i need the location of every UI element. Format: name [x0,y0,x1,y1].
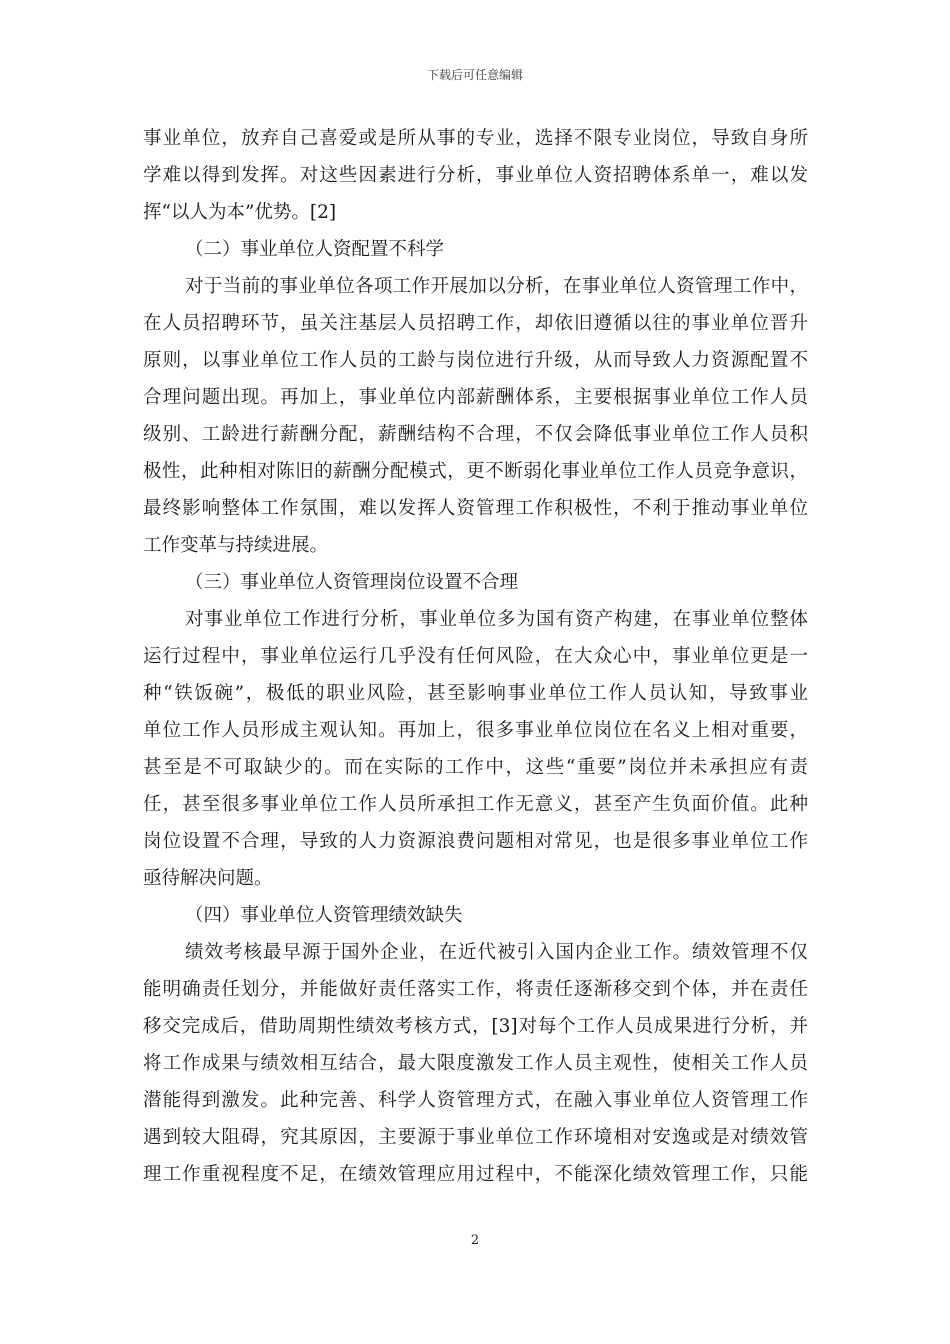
body-line: 运行过程中，事业单位运行几乎没有任何风险，在大众心中，事业单位更是一 [143,646,808,667]
body-line: 对于当前的事业单位各项工作开展加以分析，在事业单位人资管理工作中， [185,276,808,297]
section-heading: （四）事业单位人资管理绩效缺失 [185,905,463,926]
body-line: 岗位设置不合理，导致的人力资源浪费问题相对常见，也是很多事业单位工作 [143,831,808,852]
document-body [143,120,808,1193]
body-line: 事业单位，放弃自己喜爱或是所从事的专业，选择不限专业岗位，导致自身所 [143,128,808,149]
body-line: 种“铁饭碗”，极低的职业风险，甚至影响事业单位工作人员认知，导致事业 [143,683,808,704]
body-line: 对事业单位工作进行分析，事业单位多为国有资产构建，在事业单位整体 [185,609,808,630]
body-line: 将工作成果与绩效相互结合，最大限度激发工作人员主观性，使相关工作人员 [143,1053,808,1074]
body-line: 单位工作人员形成主观认知。再加上，很多事业单位岗位在名义上相对重要， [143,720,808,741]
section-heading: （三）事业单位人资管理岗位设置不合理 [185,572,519,593]
section-heading: （二）事业单位人资配置不科学 [185,239,445,260]
body-line: 遇到较大阻碍，究其原因，主要源于事业单位工作环境相对安逸或是对绩效管 [143,1127,808,1148]
page-number: 2 [470,1233,480,1248]
body-line: 绩效考核最早源于国外企业，在近代被引入国内企业工作。绩效管理不仅 [185,942,808,963]
body-line: 原则，以事业单位工作人员的工龄与岗位进行升级，从而导致人力资源配置不 [143,350,808,371]
body-line: 极性，此种相对陈旧的薪酬分配模式，更不断弱化事业单位工作人员竞争意识， [143,461,808,482]
body-line: 亟待解决问题。 [143,868,273,889]
body-line: 理工作重视程度不足，在绩效管理应用过程中，不能深化绩效管理工作，只能 [143,1164,808,1185]
body-line: 能明确责任划分，并能做好责任落实工作，将责任逐渐移交到个体，并在责任 [143,979,808,1000]
page-header: 下载后可任意编辑 [426,68,523,82]
body-line: 学难以得到发挥。对这些因素进行分析，事业单位人资招聘体系单一，难以发 [143,165,808,186]
body-line: 任，甚至很多事业单位工作人员所承担工作无意义，甚至产生负面价值。此种 [143,794,808,815]
body-line: 工作变革与持续进展。 [143,535,329,556]
body-line: 在人员招聘环节，虽关注基层人员招聘工作，却依旧遵循以往的事业单位晋升 [143,313,808,334]
body-line: 最终影响整体工作氛围，难以发挥人资管理工作积极性，不利于推动事业单位 [143,498,808,519]
body-line: 挥“以人为本”优势。[2] [143,202,337,223]
body-line: 甚至是不可取缺少的。而在实际的工作中，这些“重要”岗位并未承担应有责 [143,757,808,778]
body-line: 潜能得到激发。此种完善、科学人资管理方式，在融入事业单位人资管理工作 [143,1090,808,1111]
body-line: 级别、工龄进行薪酬分配，薪酬结构不合理，不仅会降低事业单位工作人员积 [143,424,808,445]
body-line: 移交完成后，借助周期性绩效考核方式，[3]对每个工作人员成果进行分析，并 [143,1016,808,1037]
body-line: 合理问题出现。再加上，事业单位内部薪酬体系，主要根据事业单位工作人员 [143,387,808,408]
